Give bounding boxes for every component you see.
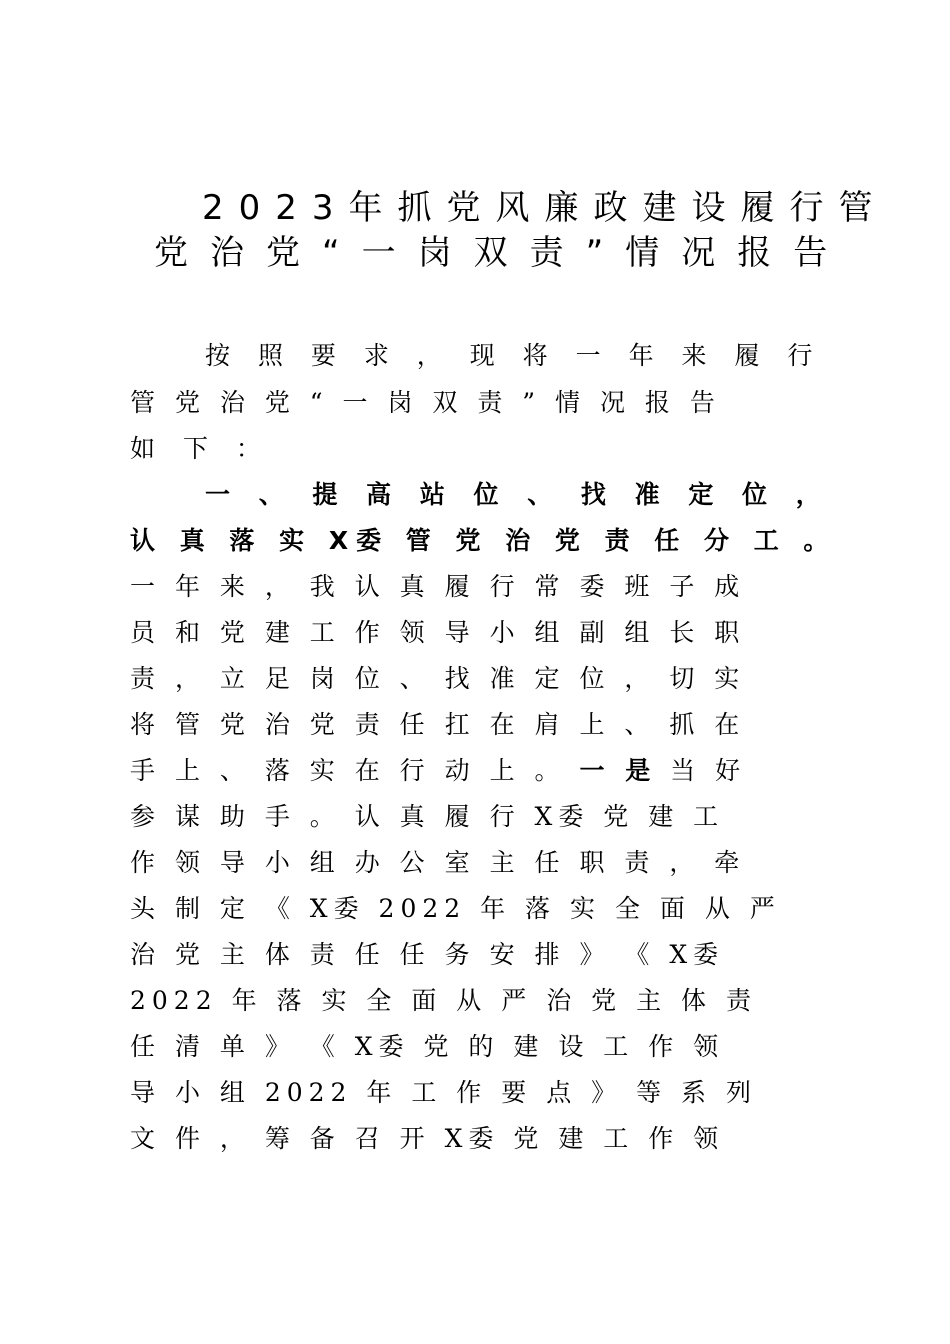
emphasis-text: 一 是 [579,756,657,785]
paragraph-line: 头 制 定 《 X委 2022 年 落 实 全 面 从 严 [130,894,781,923]
paragraph-line: 如 下 ： [130,434,271,463]
section-heading-line: 认 真 落 实 X委 管 党 治 党 责 任 分 工 。 [130,526,837,555]
document-title-line-2: 党治党“一岗双责”情况报告 [154,233,850,273]
document-title-line-1: 2023年抓党风廉政建设履行管 [202,188,888,228]
section-heading-line: 一 、 提 高 站 位 、 找 准 定 位 ， [205,480,831,509]
paragraph-line: 参 谋 助 手 。 认 真 履 行 X委 党 建 工 [130,802,725,831]
paragraph-line: 按 照 要 求 ， 现 将 一 年 来 履 行 [205,341,823,370]
paragraph-line: 任 清 单 》 《 X委 党 的 建 设 工 作 领 [130,1032,725,1061]
paragraph-line: 作 领 导 小 组 办 公 室 主 任 职 责 ， 牵 [130,848,746,877]
paragraph-text: 当 好 [670,756,747,785]
paragraph-text: 手 上 、 落 实 在 行 动 上 。 [130,756,566,785]
paragraph-line: 管 党 治 党 “ 一 岗 双 责 ” 情 况 报 告 [130,388,721,417]
paragraph-line: 员 和 党 建 工 作 领 导 小 组 副 组 长 职 [130,618,746,647]
paragraph-line: 一 年 来 ， 我 认 真 履 行 常 委 班 子 成 [130,572,746,601]
paragraph-line: 文 件 ， 筹 备 召 开 X委 党 建 工 作 领 [130,1124,725,1153]
paragraph-line: 将 管 党 治 党 责 任 扛 在 肩 上 、 抓 在 [130,710,746,739]
paragraph-line: 治 党 主 体 责 任 任 务 安 排 》 《 X委 [130,940,725,969]
paragraph-line: 2022 年 落 实 全 面 从 严 治 党 主 体 责 [130,986,757,1015]
paragraph-line [130,756,830,786]
paragraph-line: 责 ， 立 足 岗 位 、 找 准 定 位 ， 切 实 [130,664,746,693]
paragraph-line: 导 小 组 2022 年 工 作 要 点 》 等 系 列 [130,1078,757,1107]
